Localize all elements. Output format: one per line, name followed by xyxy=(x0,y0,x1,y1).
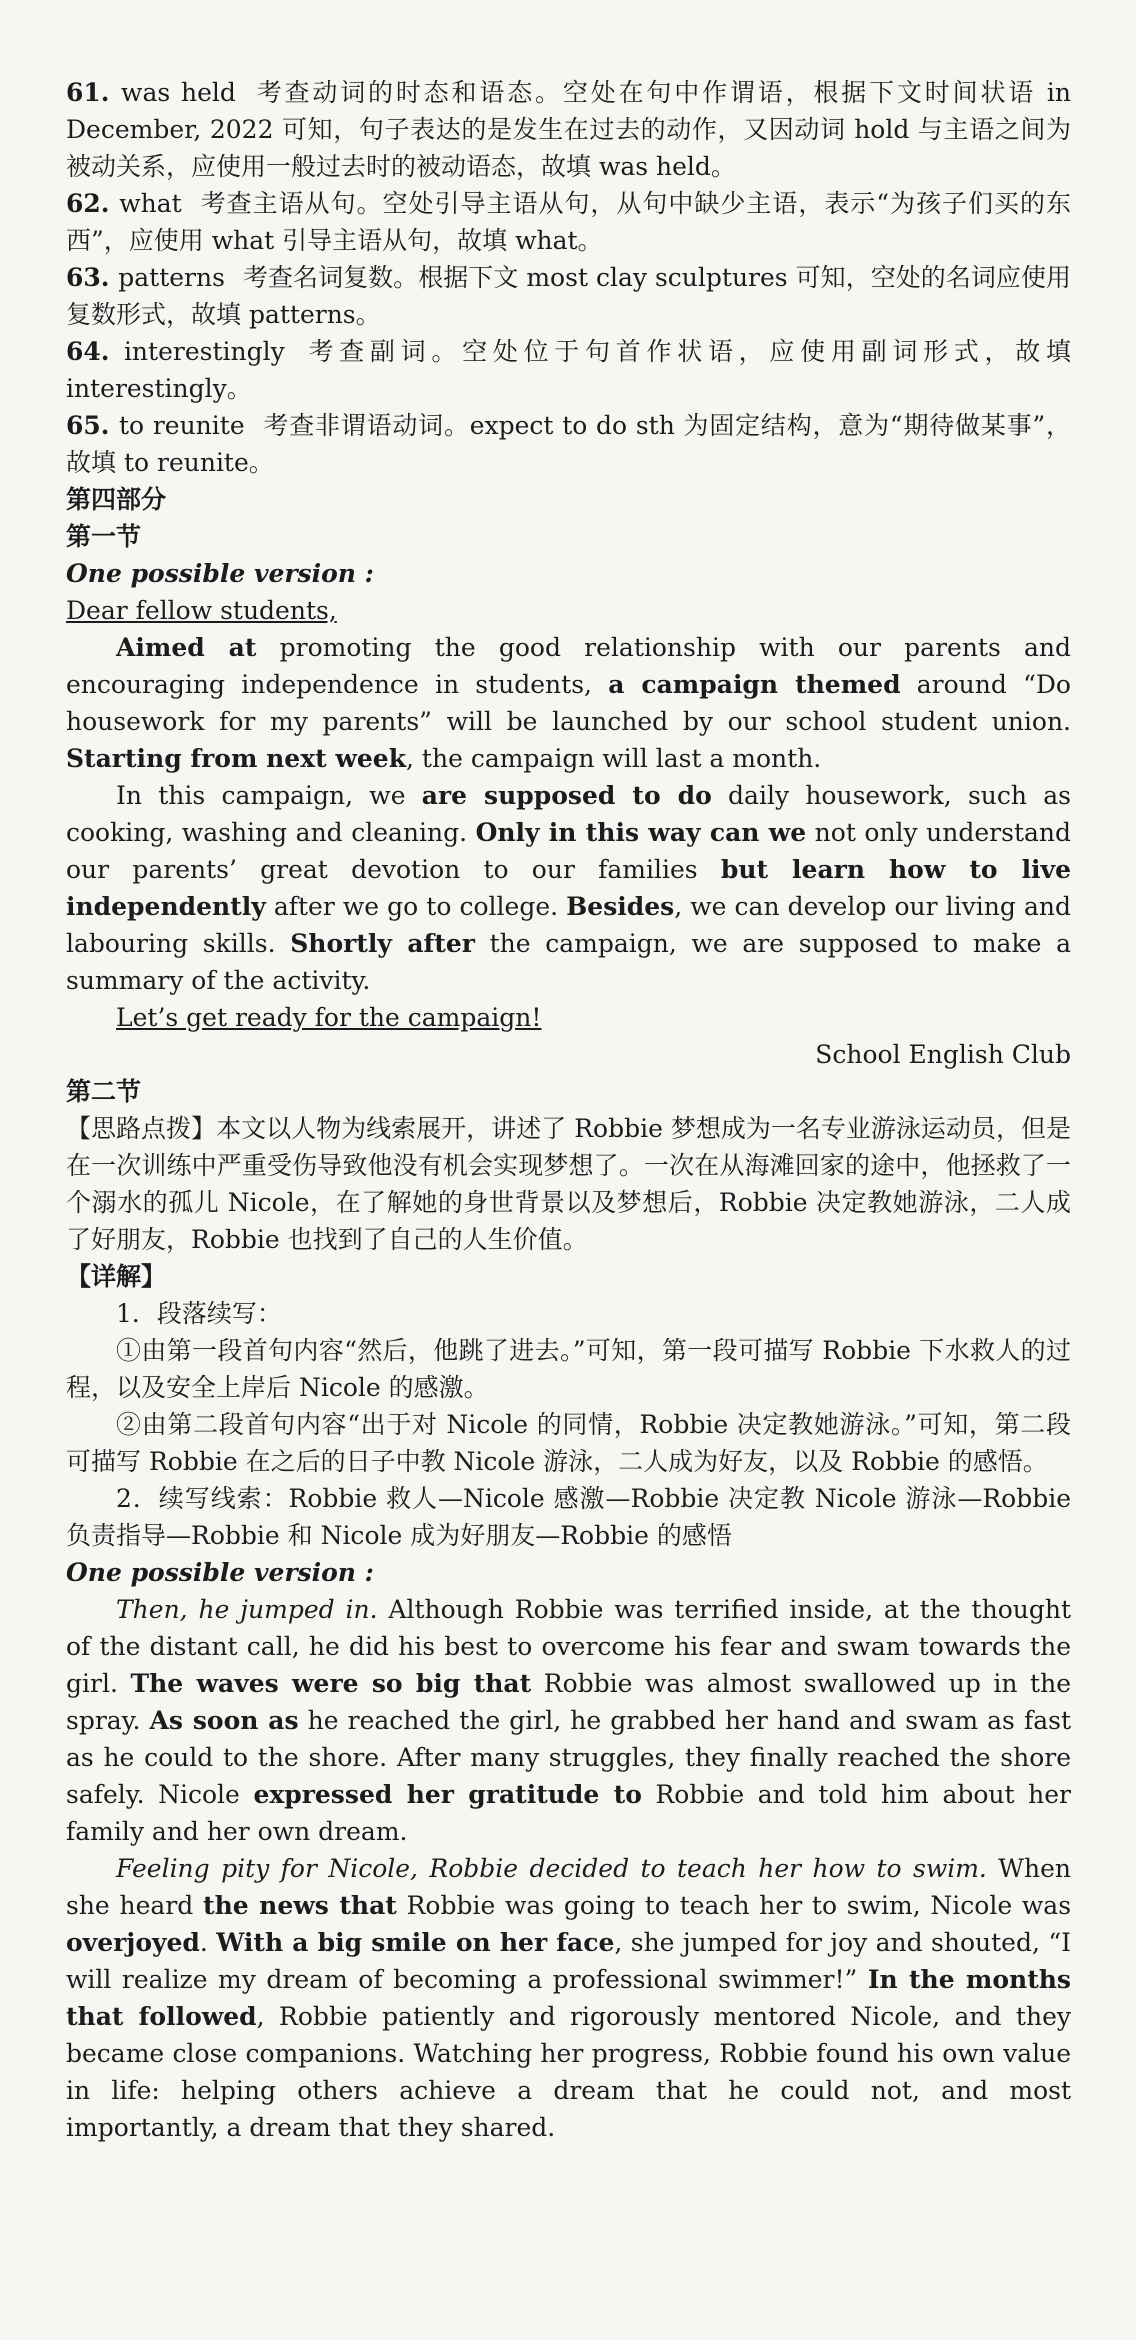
bold-phrase: overjoyed xyxy=(66,1928,200,1957)
answer-explanation: 考查副词。空处位于句首作状语，应使用副词形式，故填 interestingly。 xyxy=(66,337,1071,403)
bold-phrase: Besides xyxy=(566,892,675,921)
answer-item xyxy=(66,74,1071,185)
section2-step1-a: ①由第一段首句内容“然后，他跳了进去。”可知，第一段可描写 Robbie 下水救人的过程，以及安全上岸后 Nicole 的感激。 xyxy=(66,1336,1071,1402)
text-run: promoting the good relationship with our parents and encouraging independence in students, xyxy=(66,633,1072,699)
answer-word: what xyxy=(119,189,182,218)
answer-item xyxy=(66,333,1071,407)
bold-phrase: Starting from next week xyxy=(66,744,407,773)
answer-number: 61. xyxy=(66,78,122,107)
section2-title: 第二节 xyxy=(66,1077,142,1106)
section1-version-label: One possible version : xyxy=(66,559,374,588)
text-run: , she jumped for joy and shouted, “I will realize my dream of becoming a professional swimmer!” xyxy=(66,1928,1071,1994)
answer-number: 65. xyxy=(66,411,119,440)
bold-phrase: expressed her gratitude to xyxy=(253,1780,642,1809)
answer-item xyxy=(66,407,1071,481)
bold-phrase: With a big smile on her face xyxy=(216,1928,615,1957)
text-run: around “Do housework for my parents” will be launched by our school student union. xyxy=(66,670,1071,736)
text-run: , the campaign will last a month. xyxy=(406,744,822,773)
text-run: Robbie was going to teach her to swim, Nicole was xyxy=(396,1891,1072,1920)
text-run: Robbie was almost swallowed up in the spray. xyxy=(66,1669,1072,1735)
bold-phrase: In the months that followed xyxy=(66,1965,1071,2031)
section2-step1-title: 1．段落续写： xyxy=(116,1299,282,1328)
answer-word: interestingly xyxy=(123,337,285,366)
story-paragraph-2 xyxy=(66,1850,1071,2146)
bold-phrase: As soon as xyxy=(149,1706,299,1735)
text-run: daily housework, such as cooking, washing and cleaning. xyxy=(66,781,1071,847)
answer-explanation: 考查主语从句。空处引导主语从句，从句中缺少主语，表示“为孩子们买的东西”，应使用 what 引导主语从句，故填 what。 xyxy=(66,189,1071,255)
text-run: . xyxy=(199,1928,217,1957)
bold-phrase: are supposed to do xyxy=(421,781,712,810)
bold-phrase: but learn how to live independently xyxy=(66,855,1071,921)
answer-number: 62. xyxy=(66,189,120,218)
bold-phrase: a campaign themed xyxy=(608,670,901,699)
text-run: he reached the girl, he grabbed her hand and swam as fast as he could to the shore. After many struggles, they finally reached the shore safely. Nicole xyxy=(66,1706,1071,1809)
text-run: When she heard xyxy=(66,1854,1071,1920)
text-run: after we go to college. xyxy=(265,892,567,921)
text-run: not only understand our parents’ great devotion to our families xyxy=(66,818,1072,884)
answer-explanation: 考查动词的时态和语态。空处在句中作谓语，根据下文时间状语 in December, 2022 可知，句子表达的是发生在过去的动作，又因动词 hold 与主语之间为被动关系，应使用一般过去时的被动语态，故填 was held。 xyxy=(66,78,1071,181)
answer-word: was held xyxy=(121,78,236,107)
letter-signature: School English Club xyxy=(815,1040,1071,1069)
section2-step1-b: ②由第二段首句内容“出于对 Nicole 的同情，Robbie 决定教她游泳。”可知，第二段可描写 Robbie 在之后的日子中教 Nicole 游泳，二人成为好友，以及 Robbie 的感悟。 xyxy=(66,1410,1071,1476)
section2-idea: 【思路点拨】本文以人物为线索展开，讲述了 Robbie 梦想成为一名专业游泳运动员，但是在一次训练中严重受伤导致他没有机会实现梦想了。一次在从海滩回家的途中，他拯救了一个溺水的孤儿 Nicole，在了解她的身世背景以及梦想后，Robbie 决定教她游泳，二人成了好朋友，Robbie 也找到了自己的人生价值。 xyxy=(66,1114,1071,1254)
letter-greeting xyxy=(66,592,1071,629)
part4-title: 第四部分 xyxy=(66,485,167,514)
section1-title: 第一节 xyxy=(66,522,142,551)
text-run: the campaign, we are supposed to make a summary of the activity. xyxy=(66,929,1071,995)
section2-version-label: One possible version : xyxy=(66,1558,374,1587)
text-run: Robbie and told him about her family and her own dream. xyxy=(66,1780,1072,1846)
grammar-answers xyxy=(66,74,1071,481)
story-paragraph-1 xyxy=(66,1591,1071,1850)
letter-closing xyxy=(66,999,1071,1036)
text-run: , we can develop our living and labouring skills. xyxy=(66,892,1071,958)
bold-phrase: Aimed at xyxy=(116,633,257,662)
section2-detail-label: 【详解】 xyxy=(66,1262,167,1291)
letter-closing-text: Let’s get ready for the campaign! xyxy=(116,1003,542,1032)
answer-explanation: 考查非谓语动词。expect to do sth 为固定结构，意为“期待做某事”，故填 to reunite。 xyxy=(66,411,1071,477)
answer-explanation: 考查名词复数。根据下文 most clay sculptures 可知，空处的名词应使用复数形式，故填 patterns。 xyxy=(66,263,1071,329)
answer-item xyxy=(66,185,1071,259)
text-run: In this campaign, we xyxy=(116,781,422,810)
bold-phrase: The waves were so big that xyxy=(130,1669,532,1698)
letter-paragraph-1 xyxy=(66,629,1071,777)
text-run: , Robbie patiently and rigorously mentored Nicole, and they became close companions. Watching her progress, Robbie found his own value in life: helping others achieve a dream that he could not, and most importantly, a dream that they shared. xyxy=(66,2002,1071,2142)
answer-word: to reunite xyxy=(119,411,245,440)
answer-item xyxy=(66,259,1071,333)
italic-phrase: Then, he jumped in. xyxy=(116,1595,378,1624)
letter-paragraph-2 xyxy=(66,777,1071,999)
italic-phrase: Feeling pity for Nicole, Robbie decided to teach her how to swim. xyxy=(116,1854,987,1883)
text-run: Although Robbie was terrified inside, at the thought of the distant call, he did his best to overcome his fear and swam towards the girl. xyxy=(66,1595,1072,1698)
bold-phrase: Shortly after xyxy=(290,929,475,958)
answer-number: 64. xyxy=(66,337,124,366)
letter-greeting-text: Dear fellow students, xyxy=(66,596,337,625)
answer-word: patterns xyxy=(118,263,225,292)
answer-number: 63. xyxy=(66,263,119,292)
bold-phrase: the news that xyxy=(203,1891,397,1920)
section2-step2: 2．续写线索：Robbie 救人—Nicole 感激—Robbie 决定教 Nicole 游泳—Robbie 负责指导—Robbie 和 Nicole 成为好朋友—Robbie 的感悟 xyxy=(66,1484,1071,1550)
bold-phrase: Only in this way can we xyxy=(475,818,807,847)
page-content xyxy=(66,74,1071,2146)
